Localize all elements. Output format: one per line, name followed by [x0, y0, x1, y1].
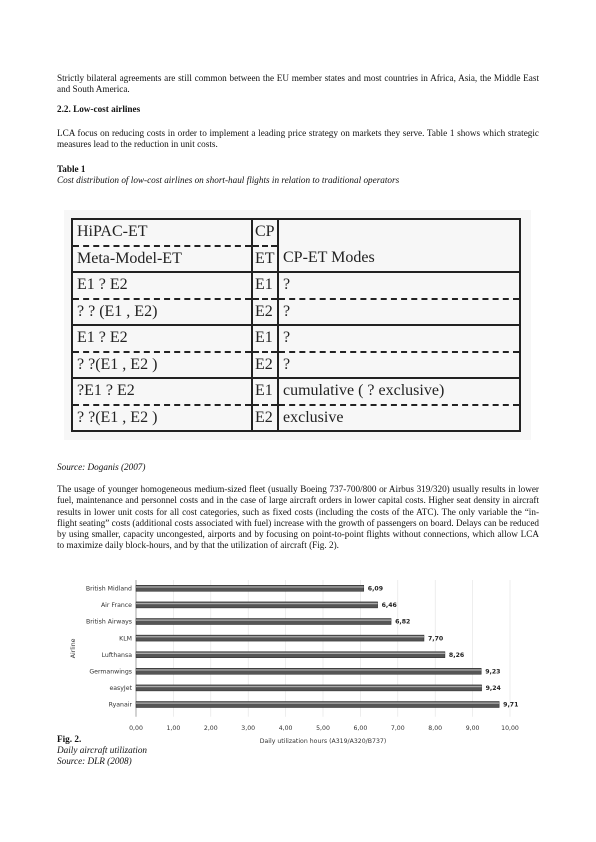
lca-paragraph: LCA focus on reducing costs in order to implement a leading price strategy on markets they serve. Table 1 shows which strategic measures lead to the reduction in unit costs.: [57, 128, 539, 150]
row-5-col3: cumulative ( ? exclusive): [278, 378, 520, 405]
row-2-col1: ? ? (E1 , E2): [72, 299, 252, 326]
row-3-col3: ?: [278, 325, 520, 352]
bar-highlight: [136, 603, 378, 604]
row-6-col3: exclusive: [278, 405, 520, 432]
bar-highlight: [136, 669, 481, 670]
header-col2-line1: CP: [252, 219, 278, 246]
y-axis-title: Airline: [70, 638, 77, 659]
header-col2-line2: ET: [252, 246, 278, 273]
value-label: 9,23: [485, 668, 501, 676]
bar: [136, 652, 445, 658]
x-tick-label: 0,00: [129, 724, 143, 732]
bar: [136, 619, 391, 625]
table-source: Source: Doganis (2007): [57, 462, 146, 472]
table-image: [64, 210, 531, 440]
row-1-col3: ?: [278, 272, 520, 299]
body-paragraph: The usage of younger homogeneous medium-sized fleet (usually Boeing 737-700/800 or Airbus 319/320) usually results in lower fuel, maintenance and personnel costs and in the case of large aircraft orders in lower capital costs. Higher seat density in aircraft results in lower unit costs for all cost categories, such as fixed costs (including the costs of the ATC). The only variable the “in-flight seating” costs (additional costs associated with fuel) increase with the growth of passengers on board. Delays can be reduced by using smaller, capacity uncongested, airports and by focusing on point-to-point flights without connections, which allow LCA to maximize daily block-hours, and by that the utilization of aircraft (Fig. 2).: [57, 484, 539, 551]
category-label: British Airways: [86, 618, 132, 626]
category-label: Germanwings: [89, 668, 132, 676]
row-2-col3: ?: [278, 299, 520, 326]
bar-highlight: [136, 653, 445, 654]
x-tick-label: 1,00: [166, 724, 181, 732]
bar-highlight: [136, 620, 391, 621]
bars-group: [70, 580, 519, 745]
x-tick-label: 2,00: [203, 724, 218, 732]
row-4-col2: E2: [252, 352, 278, 379]
row-5-col2: E1: [252, 378, 278, 405]
x-tick-label: 3,00: [241, 724, 256, 732]
row-3-col2: E1: [252, 325, 278, 352]
bar-highlight: [136, 686, 482, 687]
bar-highlight: [136, 636, 424, 637]
x-tick-label: 9,00: [465, 724, 480, 732]
intro-paragraph: Strictly bilateral agreements are still common between the EU member states and most countries in Africa, Asia, the Middle East and South America.: [57, 73, 539, 95]
category-label: Air France: [100, 602, 132, 610]
section-heading: 2.2. Low-cost airlines: [57, 104, 141, 114]
row-4-col3: ?: [278, 352, 520, 379]
row-1-col2: E1: [252, 272, 278, 299]
category-label: Lufthansa: [101, 651, 132, 659]
header-col1-line1: HiPAC-ET: [72, 219, 252, 246]
category-label: Ryanair: [108, 701, 132, 709]
header-col3: CP-ET Modes: [278, 246, 520, 273]
value-label: 6,46: [381, 602, 397, 610]
category-label: KLM: [119, 635, 132, 643]
bar: [136, 668, 481, 674]
row-5-col1: ?E1 ? E2: [72, 378, 252, 405]
value-label: 7,70: [427, 635, 444, 643]
value-label: 6,09: [367, 585, 384, 593]
value-label: 8,26: [448, 651, 465, 659]
table-1: [71, 218, 521, 432]
bar-highlight: [136, 586, 364, 587]
bar: [136, 702, 499, 708]
value-label: 9,24: [485, 685, 501, 693]
figure-caption: Daily aircraft utilization: [57, 745, 148, 755]
x-tick-label: 7,00: [390, 724, 405, 732]
row-3-col1: E1 ? E2: [72, 325, 252, 352]
row-4-col1: ? ?(E1 , E2 ): [72, 352, 252, 379]
value-label: 6,82: [395, 618, 411, 626]
header-col1-line2: Meta-Model-ET: [72, 246, 252, 273]
table-label: Table 1: [57, 164, 86, 174]
bar: [136, 635, 424, 641]
figure-source: Source: DLR (2008): [57, 756, 132, 766]
x-tick-label: 6,00: [353, 724, 368, 732]
bar: [136, 685, 482, 691]
x-tick-label: 5,00: [316, 724, 330, 732]
category-label: British Midland: [85, 585, 132, 593]
bar: [136, 602, 378, 608]
row-6-col1: ? ?(E1 , E2 ): [72, 405, 252, 432]
x-tick-label: 4,00: [278, 724, 293, 732]
category-label: easyJet: [109, 685, 132, 693]
row-1-col1: E1 ? E2: [72, 272, 252, 299]
row-6-col2: E2: [252, 405, 278, 432]
value-label: 9,71: [503, 701, 519, 709]
bar-highlight: [136, 703, 499, 704]
x-axis-title: Daily utilization hours (A319/A320/B737): [259, 737, 387, 745]
bar: [136, 585, 364, 591]
row-2-col2: E2: [252, 299, 278, 326]
x-tick-label: 10,00: [501, 724, 519, 732]
x-tick-label: 8,00: [428, 724, 443, 732]
figure-label: Fig. 2.: [57, 734, 82, 744]
table-caption: Cost distribution of low-cost airlines on short-haul flights in relation to traditional operators: [57, 175, 400, 185]
